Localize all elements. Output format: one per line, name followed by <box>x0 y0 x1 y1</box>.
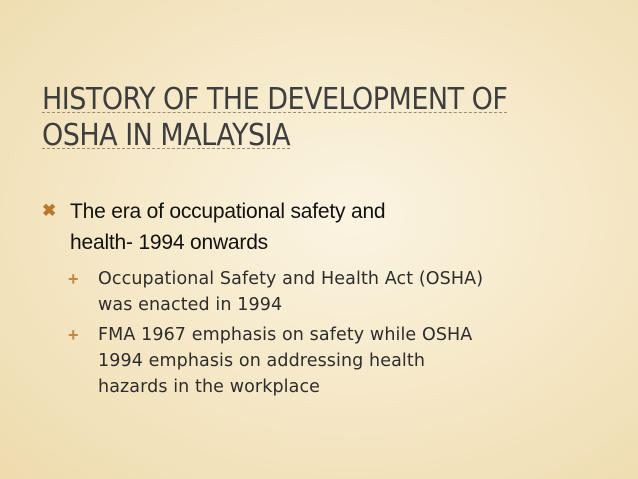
x-bullet-icon: ✖ <box>42 201 57 220</box>
list-item <box>66 266 566 318</box>
bullet-text-line-1: The era of occupational safety and <box>70 200 386 223</box>
bullet-level-2-list <box>66 266 566 404</box>
slide-title-line-2: OSHA IN MALAYSIA <box>42 118 291 153</box>
slide-title <box>42 82 602 154</box>
slide-title-line-1: HISTORY OF THE DEVELOPMENT OF <box>42 82 508 117</box>
sub-bullet-line: 1994 emphasis on addressing health <box>98 351 426 371</box>
sub-bullet-line: FMA 1967 emphasis on safety while OSHA <box>98 325 473 345</box>
sub-bullet-text <box>98 266 483 318</box>
sub-bullet-line: Occupational Safety and Health Act (OSHA) <box>98 269 484 289</box>
bullet-text <box>70 196 385 258</box>
plus-bullet-icon: + <box>68 325 79 345</box>
bullet-level-1 <box>40 196 600 258</box>
list-item <box>40 196 600 258</box>
sub-bullet-line: was enacted in 1994 <box>98 295 283 315</box>
sub-bullet-line: hazards in the workplace <box>98 377 321 397</box>
bullet-text-line-2: health- 1994 onwards <box>70 231 268 254</box>
list-item <box>66 322 566 400</box>
plus-bullet-icon: + <box>68 269 79 289</box>
sub-bullet-text <box>98 322 472 400</box>
